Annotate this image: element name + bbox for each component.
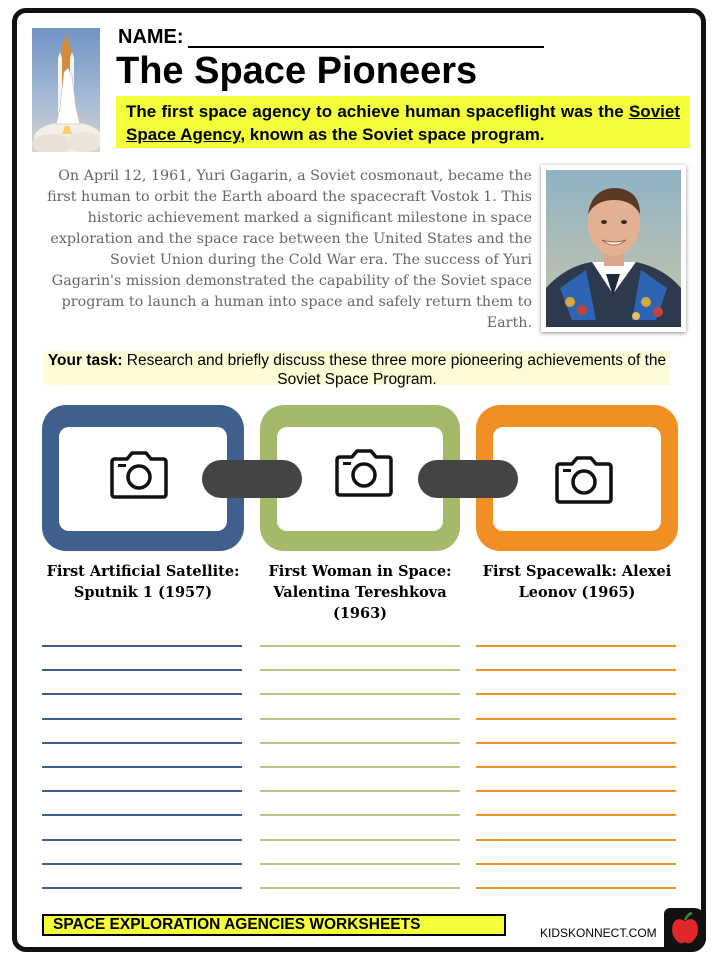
answer-line[interactable] (260, 693, 460, 695)
answer-line[interactable] (42, 887, 242, 889)
answer-line[interactable] (42, 839, 242, 841)
soviet-space-agency-link: Soviet Space Agency (126, 102, 680, 144)
answer-line[interactable] (476, 814, 676, 816)
answer-line[interactable] (260, 863, 460, 865)
answer-line[interactable] (476, 766, 676, 768)
answer-line[interactable] (260, 718, 460, 720)
achievement-caption-2: First Woman in Space: Valentina Tereshkova (1963) (268, 563, 452, 622)
answer-line[interactable] (260, 645, 460, 647)
chain-link-1 (202, 460, 302, 498)
answer-line[interactable] (260, 669, 460, 671)
camera-icon[interactable] (108, 450, 170, 500)
camera-icon[interactable] (333, 448, 395, 498)
answer-line[interactable] (476, 669, 676, 671)
answer-line[interactable] (476, 645, 676, 647)
answer-line[interactable] (476, 693, 676, 695)
name-field[interactable] (188, 46, 544, 48)
answer-line[interactable] (476, 790, 676, 792)
answer-line[interactable] (476, 839, 676, 841)
answer-line[interactable] (260, 790, 460, 792)
answer-line[interactable] (260, 887, 460, 889)
footer-banner: SPACE EXPLORATION AGENCIES WORKSHEETS (42, 914, 506, 936)
task-text: Research and briefly discuss these three more pioneering achievements of the Soviet Space Program. (122, 352, 667, 388)
answer-line[interactable] (260, 766, 460, 768)
intro-paragraph: On April 12, 1961, Yuri Gagarin, a Soviet cosmonaut, became the first human to orbit the Earth aboard the spacecraft Vostok 1. This historic achievement marked a significant milestone in space exploration and the space race between the United States and the Soviet Union during the Cold War era. The success of Yuri Gagarin's mission demonstrated the capability of the Soviet space program to launch a human into space and safely return them to Earth. (47, 168, 532, 331)
answer-line[interactable] (42, 814, 242, 816)
answer-line[interactable] (42, 766, 242, 768)
answer-line[interactable] (42, 863, 242, 865)
highlight-box (116, 96, 690, 148)
answer-line[interactable] (476, 742, 676, 744)
page-title: The Space Pioneers (116, 50, 478, 92)
task-box (44, 351, 670, 388)
chain-link-2 (418, 460, 518, 498)
highlight-text: The first space agency to achieve human spaceflight was the (126, 102, 629, 121)
answer-line[interactable] (42, 718, 242, 720)
answer-line[interactable] (260, 814, 460, 816)
answer-line[interactable] (476, 887, 676, 889)
answer-line[interactable] (260, 839, 460, 841)
camera-icon[interactable] (553, 455, 615, 505)
answer-line[interactable] (42, 669, 242, 671)
apple-logo (664, 908, 706, 948)
highlight-text-end: , known as the Soviet space program. (240, 125, 545, 144)
answer-line[interactable] (42, 742, 242, 744)
answer-line[interactable] (260, 742, 460, 744)
task-label: Your task: (47, 352, 123, 369)
answer-line[interactable] (42, 693, 242, 695)
answer-line[interactable] (42, 790, 242, 792)
name-label: NAME: (118, 26, 184, 48)
achievement-caption-1: First Artificial Satellite: Sputnik 1 (1957) (46, 563, 240, 601)
gagarin-photo (541, 165, 686, 332)
answer-line[interactable] (42, 645, 242, 647)
achievement-caption-3: First Spacewalk: Alexei Leonov (1965) (482, 563, 672, 601)
answer-line[interactable] (476, 863, 676, 865)
answer-line[interactable] (476, 718, 676, 720)
footer-site: KIDSKONNECT.COM (540, 926, 657, 940)
space-shuttle-image (32, 28, 100, 152)
